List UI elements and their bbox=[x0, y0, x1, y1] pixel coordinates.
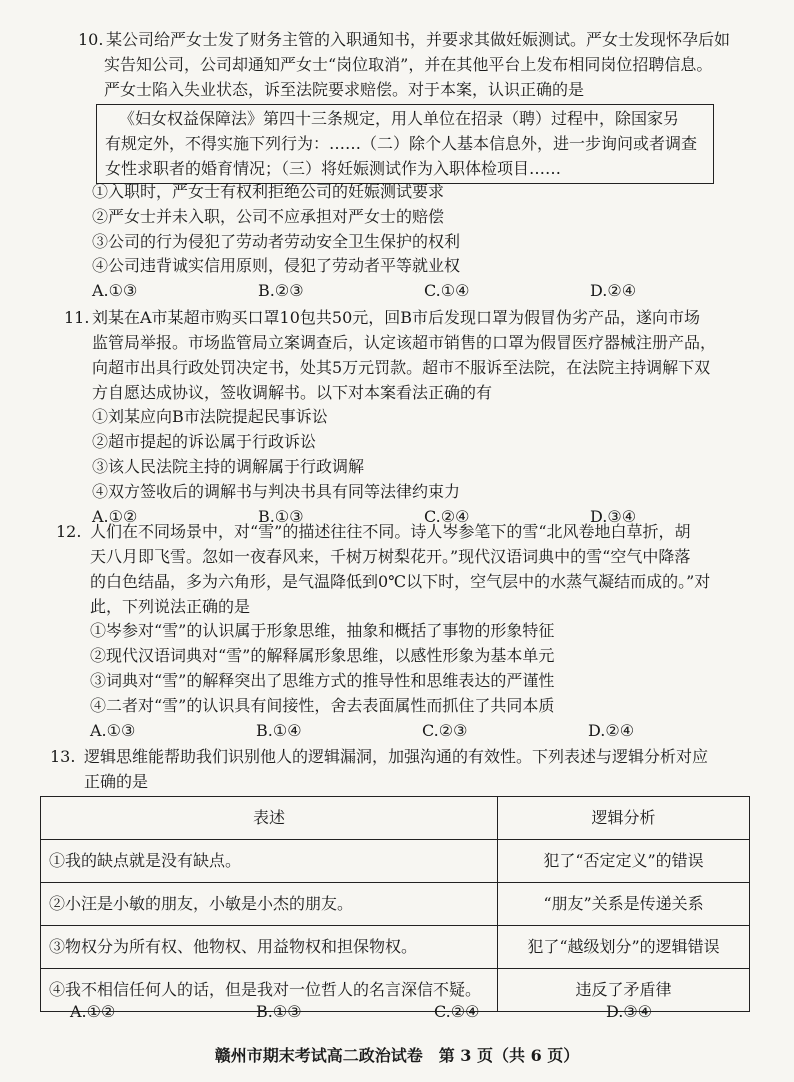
table-header: 逻辑分析 bbox=[498, 797, 750, 840]
stem-line: 此，下列说法正确的是 bbox=[90, 596, 251, 616]
stem-line: 某公司给严女士发了财务主管的入职通知书，并要求其做妊娠测试。严女士发现怀孕后如 bbox=[106, 30, 731, 49]
choice-a[interactable]: A.①② bbox=[92, 506, 138, 526]
choice-a[interactable]: A.①② bbox=[70, 1002, 116, 1021]
table-header: 表述 bbox=[41, 797, 498, 840]
option: ③公司的行为侵犯了劳动者劳动安全卫生保护的权利 bbox=[92, 231, 461, 251]
table-row bbox=[41, 883, 750, 926]
stem-line: 刘某在A市某超市购买口罩10包共50元，回B市后发现口罩为假冒伪劣产品，遂向市场 bbox=[92, 308, 701, 327]
question-number: 10. bbox=[78, 30, 104, 49]
choice-c[interactable]: C.①④ bbox=[424, 281, 470, 301]
question-number: 12. bbox=[56, 522, 82, 541]
choice-d[interactable]: D.②④ bbox=[588, 720, 635, 740]
stem-line: 监管局举报。市场监管局立案调查后，认定该超市销售的口罩为假冒医疗器械注册产品， bbox=[92, 333, 717, 352]
option: ③该人民法院主持的调解属于行政调解 bbox=[92, 456, 365, 476]
analysis-cell: “朋友”关系是传递关系 bbox=[498, 883, 750, 926]
stem-line: 逻辑思维能帮助我们识别他人的逻辑漏洞，加强沟通的有效性。下列表述与逻辑分析对应 bbox=[84, 747, 709, 766]
stem-line: 天八月即飞雪。忽如一夜春风来，千树万树梨花开。”现代汉语词典中的雪“空气中降落 bbox=[90, 547, 691, 566]
stem-line: 的白色结晶，多为六角形，是气温降低到0℃以下时，空气层中的水蒸气凝结而成的。”对 bbox=[90, 571, 711, 591]
stem-line: 实告知公司，公司却通知严女士“岗位取消”，并在其他平台上发布相同岗位招聘信息。 bbox=[104, 55, 713, 74]
statement-cell: ②小汪是小敏的朋友，小敏是小杰的朋友。 bbox=[41, 883, 498, 926]
option: ④二者对“雪”的认识具有间接性，舍去表面属性而抓住了共同本质 bbox=[90, 695, 555, 715]
option: ②现代汉语词典对“雪”的解释属形象思维，以感性形象为基本单元 bbox=[90, 646, 555, 666]
choice-a[interactable]: A.①③ bbox=[92, 281, 138, 301]
option: ②超市提起的诉讼属于行政诉讼 bbox=[92, 432, 317, 452]
question-13-body bbox=[84, 770, 484, 795]
table-header-row bbox=[41, 797, 750, 840]
table-row bbox=[41, 840, 750, 883]
analysis-cell: 犯了“否定定义”的错误 bbox=[498, 840, 750, 883]
question-11 bbox=[64, 306, 764, 331]
stem-line: 人们在不同场景中，对“雪”的描述往往不同。诗人岑参笔下的雪“北风卷地白草折，胡 bbox=[90, 522, 691, 541]
choice-d[interactable]: D.③④ bbox=[590, 506, 637, 526]
choice-a[interactable]: A.①③ bbox=[90, 720, 136, 740]
analysis-cell: 违反了矛盾律 bbox=[498, 969, 750, 1012]
stem-line: 严女士陷入失业状态，诉至法院要求赔偿。对于本案，认识正确的是 bbox=[104, 79, 585, 99]
statement-cell: ④我不相信任何人的话，但是我对一位哲人的名言深信不疑。 bbox=[41, 969, 498, 1012]
question-11-body bbox=[92, 331, 762, 529]
quote-line: 女性求职者的婚育情况；（三）将妊娠测试作为入职体检项目…… bbox=[105, 158, 562, 178]
option: ②严女士并未入职，公司不应承担对严女士的赔偿 bbox=[92, 206, 445, 226]
choice-c[interactable]: C.②④ bbox=[434, 1002, 480, 1021]
stem-line: 方自愿达成协议，签收调解书。以下对本案看法正确的有 bbox=[92, 382, 493, 402]
choice-b[interactable]: B.①③ bbox=[258, 506, 304, 526]
question-10-body bbox=[104, 53, 764, 103]
table-row bbox=[41, 926, 750, 969]
question-12-body bbox=[90, 545, 770, 743]
answer-choices bbox=[70, 1000, 750, 1025]
choice-c[interactable]: C.②③ bbox=[422, 720, 468, 740]
logic-table bbox=[40, 796, 750, 1012]
quote-line: 有规定外，不得实施下列行为：……（二）除个人基本信息外，进一步询问或者调查 bbox=[105, 133, 698, 153]
stem-line: 向超市出具行政处罚决定书，处其5万元罚款。超市不服诉至法院，在法院主持调解下双 bbox=[92, 357, 711, 377]
stem-line: 正确的是 bbox=[84, 772, 149, 791]
option: ④双方签收后的调解书与判决书具有同等法律约束力 bbox=[92, 481, 461, 501]
choice-b[interactable]: B.①③ bbox=[256, 1002, 302, 1021]
choice-d[interactable]: D.③④ bbox=[606, 1002, 653, 1021]
quote-line: 《妇女权益保障法》第四十三条规定，用人单位在招录（聘）过程中，除国家另 bbox=[119, 109, 680, 128]
option: ④公司违背诚实信用原则，侵犯了劳动者平等就业权 bbox=[92, 256, 461, 276]
page-footer: 赣州市期末考试高二政治试卷 第 3 页（共 6 页） bbox=[214, 1046, 580, 1065]
statement-cell: ③物权分为所有权、他物权、用益物权和担保物权。 bbox=[41, 926, 498, 969]
choice-d[interactable]: D.②④ bbox=[590, 281, 637, 301]
question-10 bbox=[78, 28, 758, 53]
question-number: 13. bbox=[50, 747, 76, 766]
option: ①入职时，严女士有权利拒绝公司的妊娠测试要求 bbox=[92, 182, 445, 201]
analysis-cell: 犯了“越级划分”的逻辑错误 bbox=[498, 926, 750, 969]
option: ①刘某应向B市法院提起民事诉讼 bbox=[92, 407, 328, 427]
answer-choices bbox=[92, 279, 752, 304]
answer-choices bbox=[90, 719, 770, 744]
question-number: 11. bbox=[64, 308, 90, 327]
option: ①岑参对“雪”的认识属于形象思维，抽象和概括了事物的形象特征 bbox=[90, 621, 555, 641]
statement-cell: ①我的缺点就是没有缺点。 bbox=[41, 840, 498, 883]
option: ③词典对“雪”的解释突出了思维方式的推导性和思维表达的严谨性 bbox=[90, 670, 555, 690]
question-13 bbox=[50, 745, 766, 770]
choice-b[interactable]: B.①④ bbox=[256, 720, 302, 740]
law-quote-box bbox=[96, 104, 714, 184]
choice-c[interactable]: C.②④ bbox=[424, 506, 470, 526]
question-12 bbox=[56, 520, 766, 545]
choice-b[interactable]: B.②③ bbox=[258, 281, 304, 301]
question-10-options bbox=[92, 180, 752, 304]
